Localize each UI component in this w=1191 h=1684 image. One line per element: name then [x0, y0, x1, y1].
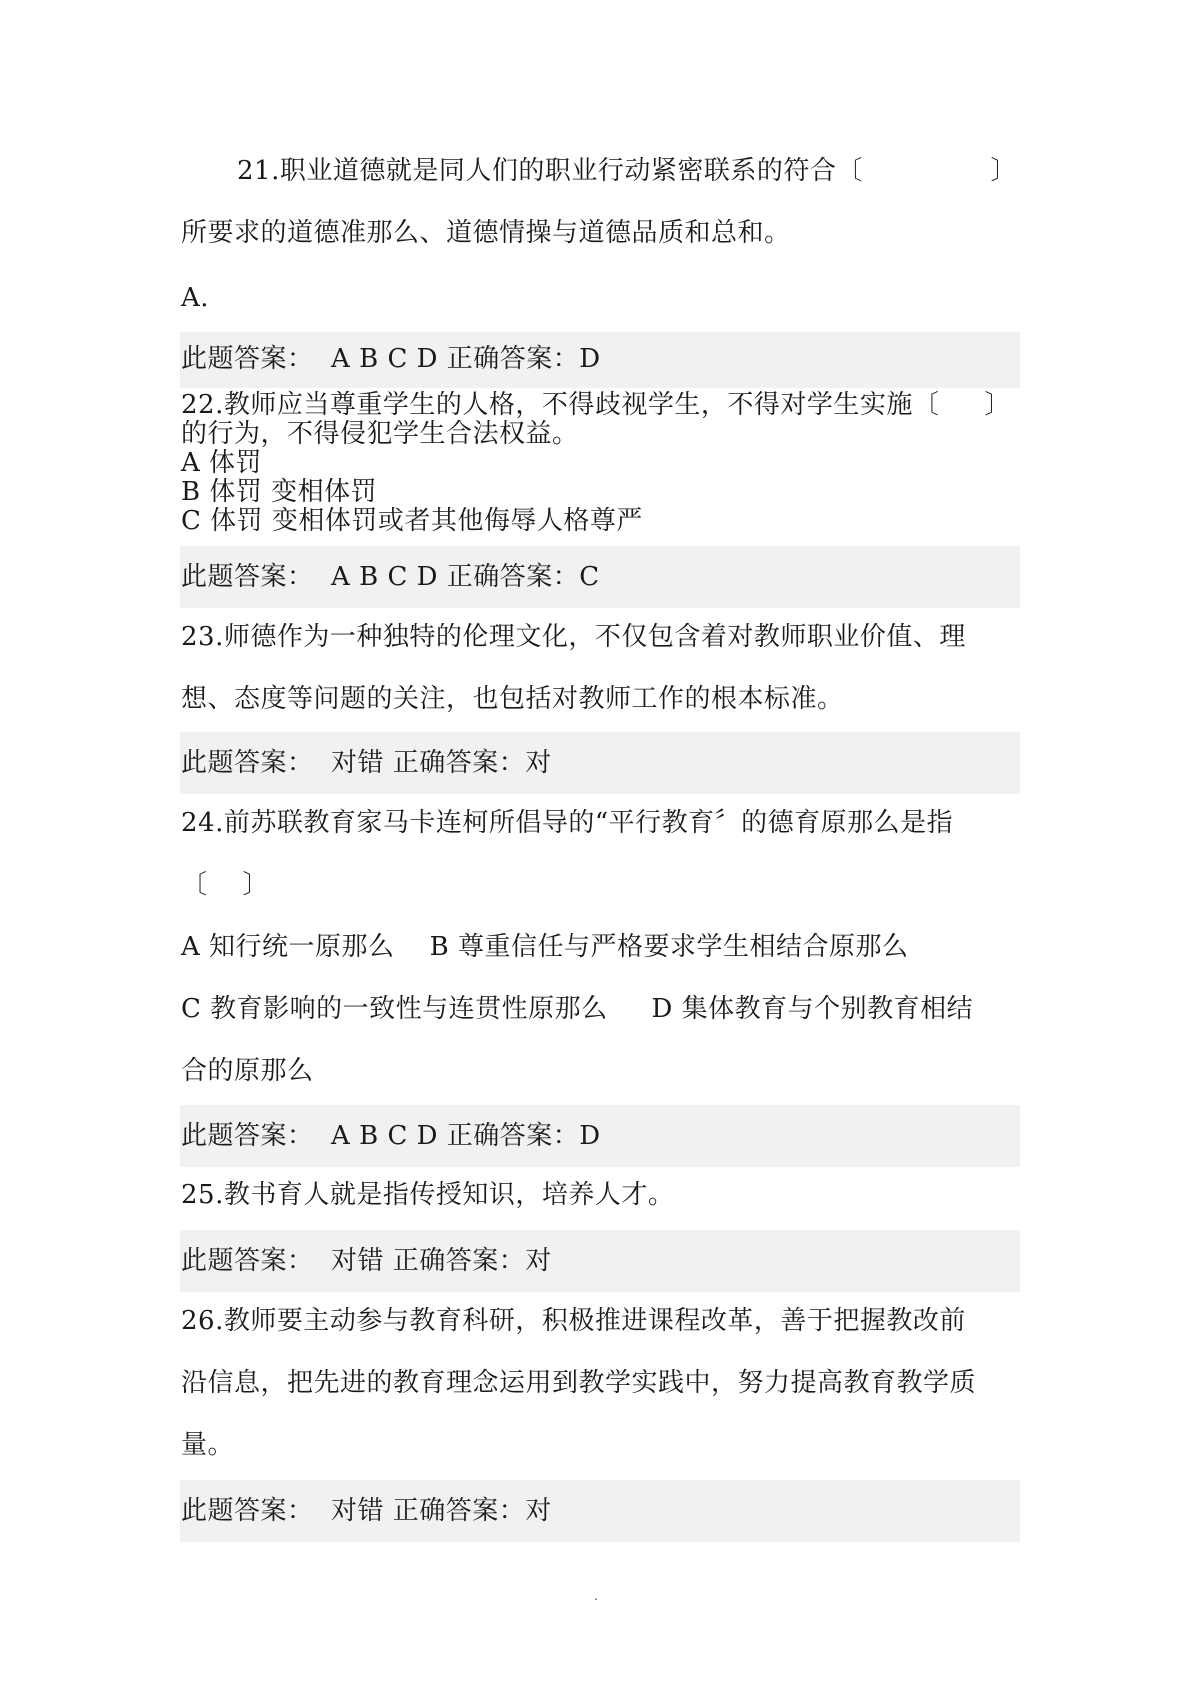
q24-options-cd: C 教育影响的一致性与连贯性原那么 D 集体教育与个别教育相结 [181, 994, 974, 1024]
q24-line-cont: 合的原那么 [181, 1056, 314, 1086]
q26-answer-box [180, 1480, 1020, 1542]
q24-options-ab: A 知行统一原那么 B 尊重信任与严格要求学生相结合原那么 [181, 932, 909, 962]
q26-line-1: 26.教师要主动参与教育科研，积极推进课程改革，善于把握教改前 [181, 1306, 966, 1336]
q26-line-2: 沿信息，把先进的教育理念运用到教学实践中，努力提高教育教学质 [181, 1368, 977, 1398]
q25-line-1: 25.教书育人就是指传授知识，培养人才。 [181, 1180, 675, 1210]
q22-option-c: C 体罚 变相体罚或者其他侮辱人格尊严 [181, 506, 643, 536]
q26-line-3: 量。 [181, 1430, 235, 1460]
q21-answer-box [180, 332, 1020, 388]
q22-line-2: 的行为，不得侵犯学生合法权益。 [181, 419, 579, 449]
q22-option-b: B 体罚 变相体罚 [181, 477, 378, 507]
q21-line-2: 所要求的道德准那么、道德情操与道德品质和总和。 [181, 218, 791, 248]
q21-line-1: 21.职业道德就是同人们的职业行动紧密联系的符合〔 〕 [237, 156, 1017, 186]
q23-line-1: 23.师德作为一种独特的伦理文化，不仅包含着对教师职业价值、理 [181, 622, 966, 652]
q25-answer: 此题答案： 对错 正确答案：对 [181, 1246, 552, 1276]
q22-option-a: A 体罚 [181, 448, 263, 478]
q22-line-1: 22.教师应当尊重学生的人格，不得歧视学生，不得对学生实施〔 〕 [181, 390, 1011, 420]
q23-answer: 此题答案： 对错 正确答案：对 [181, 748, 552, 778]
footer-mark: . [594, 1589, 598, 1603]
q21-answer: 此题答案： A B C D 正确答案：D [181, 344, 601, 374]
q23-answer-box [180, 732, 1020, 794]
q22-answer-box [180, 546, 1020, 608]
q26-answer: 此题答案： 对错 正确答案：对 [181, 1496, 552, 1526]
q24-line-1: 24.前苏联教育家马卡连柯所倡导的“平行教育〞的德育原那么是指 [181, 808, 954, 838]
q22-answer: 此题答案： A B C D 正确答案：C [181, 562, 600, 592]
q23-line-2: 想、态度等问题的关注，也包括对教师工作的根本标准。 [181, 684, 844, 714]
q25-answer-box [180, 1230, 1020, 1292]
q24-blank: 〔 〕 [181, 870, 270, 900]
q21-option-a: A. [181, 283, 210, 313]
q24-answer: 此题答案： A B C D 正确答案：D [181, 1121, 601, 1151]
q24-answer-box [180, 1105, 1020, 1167]
